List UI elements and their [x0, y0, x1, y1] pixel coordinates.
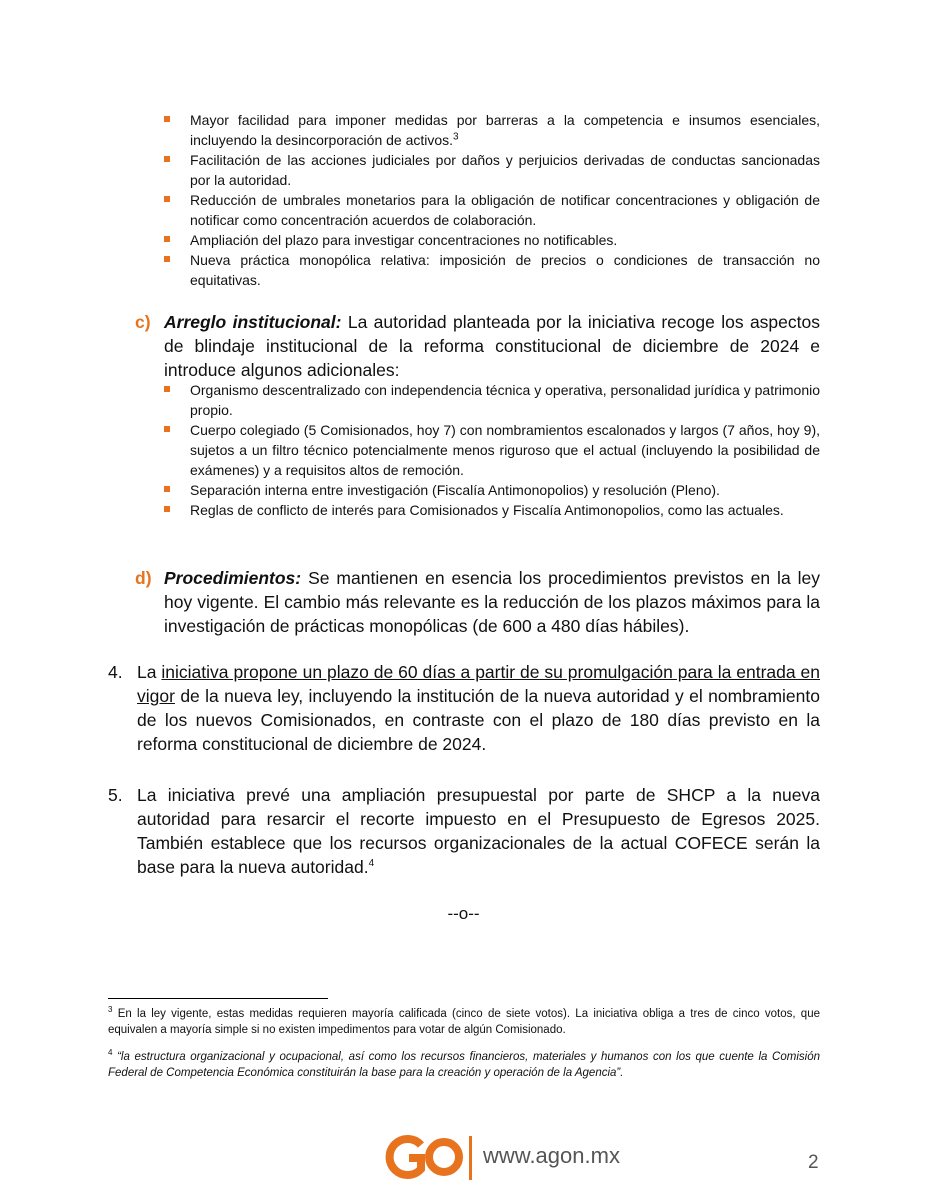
section-text: Se mantienen en esencia los procedimientos previstos en la ley hoy vigente. El cambio más relevante es la reducción de los plazos máximos para la investigación de prácticas monopólicas (de 600 a 480 días hábiles). [164, 568, 820, 636]
list-item: Organismo descentralizado con independencia técnica y operativa, personalidad jurídica y patrimonio propio. [160, 380, 820, 420]
footer-url[interactable]: www.agon.mx [483, 1143, 620, 1168]
bullet-square-icon [164, 236, 170, 242]
section-d [135, 566, 820, 638]
list-item: Reglas de conflicto de interés para Comisionados y Fiscalía Antimonopolios, como las actuales. [160, 500, 820, 520]
bullet-list-c [160, 380, 820, 520]
item-number: 5. [108, 785, 123, 805]
bullet-square-icon [164, 386, 170, 392]
page-number: 2 [808, 1152, 819, 1173]
footer-divider [469, 1136, 472, 1180]
bullet-square-icon [164, 426, 170, 432]
numbered-item-4: 4. La iniciativa propone un plazo de 60 días a partir de su promulgación para la entrada en vigor de la nueva ley, incluyendo la institución de la nueva autoridad y el nombramiento de los nuevos Comisionados, en contraste con el plazo de 180 días previsto en la reforma constitucional de diciembre de 2024. [108, 662, 821, 754]
list-item: Mayor facilidad para imponer medidas por barreras a la competencia e insumos esenciales, incluyendo la desincorporación de activos.$^3$ [160, 110, 820, 150]
list-item: Reducción de umbrales monetarios para la obligación de notificar concentraciones y obligación de notificar como concentración acuerdos de colaboración. [160, 190, 820, 230]
bullet-list-b [160, 110, 820, 290]
footnote-ref[interactable]: 4 [368, 858, 375, 870]
bullet-square-icon [164, 486, 170, 492]
section-text: La autoridad planteada por la iniciativa recoge los aspectos de blindaje institucional de la reforma constitucional de diciembre de 2024 e introduce algunos adicionales: [164, 312, 820, 380]
footnote-number: 4 [108, 1048, 113, 1058]
end-mark: --o-- [447, 904, 480, 923]
bullet-square-icon [164, 116, 170, 122]
list-item: Cuerpo colegiado (5 Comisionados, hoy 7) con nombramientos escalonados y largos (7 años, hoy 9), sujetos a un filtro técnico potencialmente menos riguroso que el actual (incluyendo la posibilidad de exámenes) y a requisitos altos de remoción. [160, 420, 820, 480]
list-item: Nueva práctica monopólica relativa: imposición de precios o condiciones de transacción no equitativas. [160, 250, 820, 290]
footnote-ref[interactable]: 3 [453, 131, 459, 143]
list-item: Facilitación de las acciones judiciales por daños y perjuicios derivadas de conductas sancionadas por la autoridad. [160, 150, 820, 190]
list-item: Ampliación del plazo para investigar concentraciones no notificables. [160, 230, 820, 250]
bullet-square-icon [164, 506, 170, 512]
numbered-item-5: 5. La iniciativa prevé una ampliación presupuestal por parte de SHCP a la nueva autoridad para resarcir el recorte impuesto en el Presupuesto de Egresos 2025. También establece que los recursos organizacionales de la actual COFECE serán la base para la nueva autoridad.$^4$ [108, 785, 820, 877]
footnote-divider [108, 998, 328, 999]
underlined-text: iniciativa propone un plazo de 60 días a partir de su promulgación para la entrada en vigor [137, 662, 821, 706]
item-number: 4. [108, 662, 123, 682]
bullet-square-icon [164, 156, 170, 162]
footnote-4: $^4$ “la estructura organizacional y ocupacional, así como los recursos financieros, materiales y humanos con los que cuente la Comisión Federal de Competencia Económica constituirán la base para la creación y operación de la Agencia”. [108, 1048, 820, 1079]
section-letter: d) [135, 568, 152, 588]
agon-logo-icon [385, 1132, 465, 1182]
list-item: Separación interna entre investigación (Fiscalía Antimonopolios) y resolución (Pleno). [160, 480, 820, 500]
footnote-3: $^3$ En la ley vigente, estas medidas requieren mayoría calificada (cinco de siete votos). La iniciativa obliga a tres de cinco votos, que equivalen a mayoría simple si no existen impedimentos para votar de algún Comisionado. [108, 1005, 820, 1036]
bullet-square-icon [164, 256, 170, 262]
section-c [135, 310, 820, 382]
section-title: Procedimientos: [164, 568, 302, 588]
footnote-number: 3 [108, 1005, 113, 1015]
bullet-square-icon [164, 196, 170, 202]
section-title: Arreglo institucional: [164, 312, 342, 332]
section-letter: c) [135, 312, 151, 332]
